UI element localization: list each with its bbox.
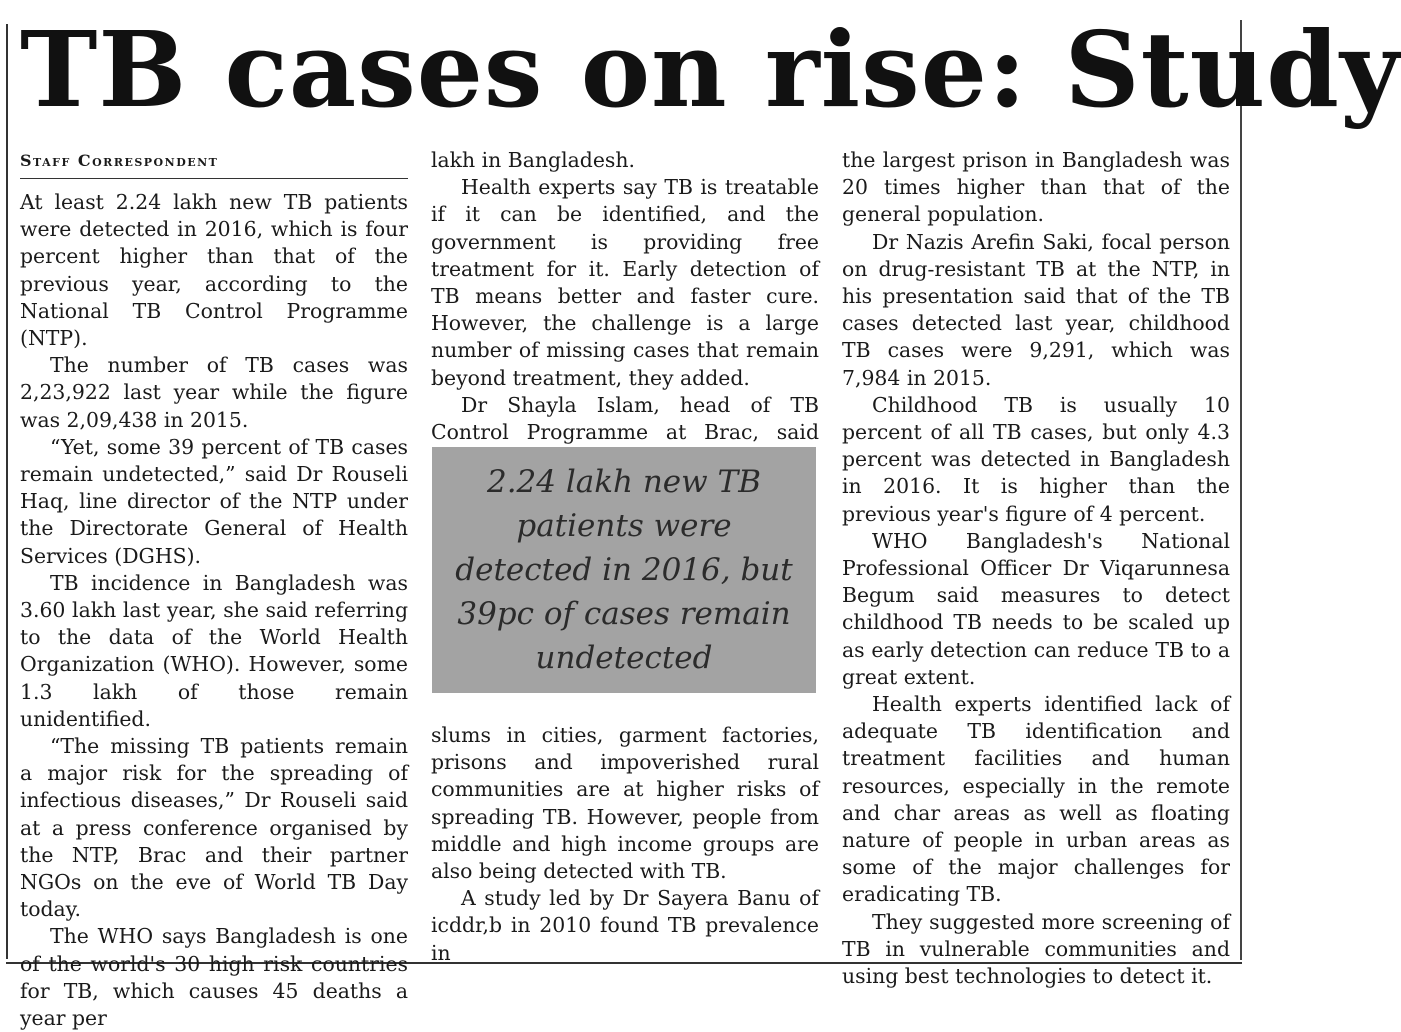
paragraph: Health experts say TB is treatable if it can be identified, and the government is providing free treatment for it. Early detection of TB means better and faster cure. However, the challenge is a large number of missing cases that remain beyond treatment, they added. <box>431 175 819 390</box>
paragraph: “Yet, some 39 percent of TB cases remain undetected,” said Dr Rouseli Haq, line director of the NTP under the Directorate General of Health Services (DGHS). <box>20 434 408 568</box>
paragraph: Childhood TB is usually 10 percent of all TB cases, but only 4.3 percent was detected in Bangladesh in 2016. It is higher than the previous year's figure of 4 percent. <box>842 392 1230 526</box>
article-column-2-top <box>431 147 819 473</box>
article-column-2-bottom <box>431 722 819 967</box>
paragraph: The number of TB cases was 2,23,922 last year while the figure was 2,09,438 in 2015. <box>20 353 408 432</box>
paragraph: A study led by Dr Sayera Banu of icddr,b in 2010 found TB prevalence in <box>431 886 819 965</box>
paragraph: the largest prison in Bangladesh was 20 times higher than that of the general population. <box>842 148 1230 227</box>
paragraph: The WHO says Bangladesh is one of the world's 30 high risk countries for TB, which causes 45 deaths a year per <box>20 924 408 1031</box>
pull-quote-box <box>432 447 816 693</box>
paragraph: Dr Shayla Islam, head of TB Control Programme at Brac, said <box>431 392 819 445</box>
pull-quote: 2.24 lakh new TB patients were detected in 2016, but 39pc of cases remain undetected <box>455 464 793 676</box>
headline: TB cases on rise: Study <box>20 8 1401 131</box>
paragraph: At least 2.24 lakh new TB patients were detected in 2016, which is four percent higher than that of the previous year, according to the National TB Control Programme (NTP). <box>20 190 408 351</box>
paragraph: “The missing TB patients remain a major risk for the spreading of infectious diseases,” Dr Rouseli said at a press conference organised by the NTP, Brac and their partner NGOs on the eve of World TB Day today. <box>20 734 408 922</box>
paragraph: WHO Bangladesh's National Professional Officer Dr Viqarunnesa Begum said measures to detect childhood TB needs to be scaled up as early detection can reduce TB to a great extent. <box>842 528 1230 689</box>
right-border-rule <box>1240 20 1242 960</box>
paragraph: They suggested more screening of TB in vulnerable communities and using best technologies to detect it. <box>842 909 1230 989</box>
paragraph: slums in cities, garment factories, prisons and impoverished rural communities are at higher risks of spreading TB. However, people from middle and high income groups are also being detected with TB. <box>431 723 819 884</box>
byline: Staff Correspondent <box>20 150 408 179</box>
left-border-rule <box>6 24 8 959</box>
article-column-3 <box>842 147 1230 990</box>
paragraph: lakh in Bangladesh. <box>431 148 635 172</box>
paragraph: Health experts identified lack of adequate TB identification and treatment facilities and human resources, especially in the remote and char areas as well as floating nature of people in urban areas as some of the major challenges for eradicating TB. <box>842 692 1230 907</box>
paragraph: Dr Nazis Arefin Saki, focal person on drug-resistant TB at the NTP, in his presentation said that of the TB cases detected last year, childhood TB cases were 9,291, which was 7,984 in 2015. <box>842 229 1230 390</box>
paragraph: TB incidence in Bangladesh was 3.60 lakh last year, she said referring to the data of the World Health Organization (WHO). However, some 1.3 lakh of those remain unidentified. <box>20 570 408 731</box>
article-column-1 <box>20 150 408 1032</box>
